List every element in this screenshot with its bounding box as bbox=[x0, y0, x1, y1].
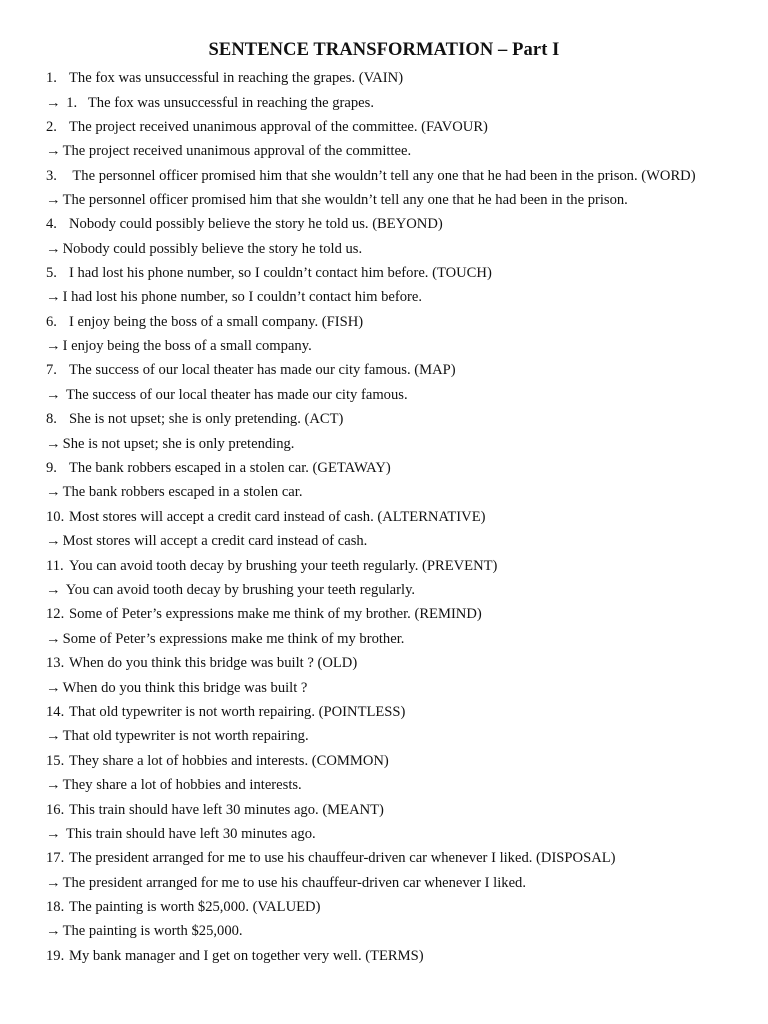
answer-text: The project received unanimous approval of the committee. bbox=[62, 143, 412, 160]
question-text: The personnel officer promised him that she wouldn’t tell any one that he had been in the prison. (WORD) bbox=[72, 167, 696, 184]
question-number: 10. bbox=[46, 508, 65, 525]
question-text: The project received unanimous approval of the committee. (FAVOUR) bbox=[69, 118, 488, 135]
question-text: She is not upset; she is only pretending. (ACT) bbox=[69, 411, 344, 428]
arrow-icon: → bbox=[46, 728, 61, 745]
question-text: Most stores will accept a credit card instead of cash. (ALTERNATIVE) bbox=[69, 508, 486, 525]
question-line bbox=[46, 407, 722, 431]
question-text: Some of Peter’s expressions make me think of my brother. (REMIND) bbox=[69, 606, 482, 623]
answer-line bbox=[46, 480, 722, 504]
arrow-icon: → bbox=[46, 484, 61, 501]
answer-line bbox=[46, 871, 722, 895]
question-line bbox=[46, 553, 722, 577]
question-number: 8. bbox=[46, 411, 57, 428]
question-line bbox=[46, 66, 722, 90]
answer-line bbox=[46, 675, 722, 699]
question-text: The fox was unsuccessful in reaching the grapes. (VAIN) bbox=[69, 70, 404, 87]
page-title: SENTENCE TRANSFORMATION – Part I bbox=[208, 40, 560, 60]
question-text: They share a lot of hobbies and interests. (COMMON) bbox=[69, 752, 389, 769]
answer-text: They share a lot of hobbies and interests. bbox=[62, 777, 302, 794]
question-number: 11. bbox=[46, 557, 64, 574]
answer-text: The president arranged for me to use his chauffeur-driven car whenever I liked. bbox=[62, 874, 526, 891]
arrow-icon: → bbox=[46, 777, 61, 794]
answer-line bbox=[46, 578, 722, 602]
answer-text: She is not upset; she is only pretending. bbox=[62, 435, 295, 452]
arrow-icon: → bbox=[46, 191, 61, 208]
question-number: 13. bbox=[46, 655, 65, 672]
arrow-icon: → bbox=[46, 240, 61, 257]
answer-line bbox=[46, 334, 722, 358]
arrow-icon: → bbox=[46, 874, 61, 891]
answer-line bbox=[46, 724, 722, 748]
question-line bbox=[46, 700, 722, 724]
question-line bbox=[46, 456, 722, 480]
question-number: 4. bbox=[46, 216, 57, 233]
answer-line bbox=[46, 773, 722, 797]
question-text: The president arranged for me to use his chauffeur-driven car whenever I liked. (DISPOSAL) bbox=[69, 850, 616, 867]
question-text: That old typewriter is not worth repairing. (POINTLESS) bbox=[69, 703, 406, 720]
arrow-icon: → bbox=[46, 582, 61, 598]
question-number: 14. bbox=[46, 703, 65, 720]
question-line bbox=[46, 944, 722, 968]
question-line bbox=[46, 846, 722, 870]
question-line bbox=[46, 749, 722, 773]
question-number: 16. bbox=[46, 801, 65, 818]
arrow-icon: → bbox=[46, 435, 61, 452]
answer-text: You can avoid tooth decay by brushing your teeth regularly. bbox=[62, 582, 416, 598]
question-line bbox=[46, 797, 722, 821]
question-number: 1. bbox=[46, 70, 57, 87]
arrow-icon: → bbox=[46, 825, 61, 842]
answer-text: Nobody could possibly believe the story he told us. bbox=[62, 240, 363, 257]
question-line bbox=[46, 602, 722, 626]
question-line bbox=[46, 651, 722, 675]
answer-line bbox=[46, 529, 722, 553]
arrow-icon: → bbox=[46, 630, 61, 647]
question-number: 6. bbox=[46, 313, 57, 330]
arrow-icon: → bbox=[46, 386, 61, 403]
answer-text: The success of our local theater has made our city famous. bbox=[62, 386, 408, 403]
question-line bbox=[46, 212, 722, 236]
question-text: I had lost his phone number, so I couldn’t contact him before. (TOUCH) bbox=[69, 264, 492, 281]
arrow-icon: → bbox=[46, 338, 61, 355]
question-text: I enjoy being the boss of a small company. (FISH) bbox=[69, 313, 364, 330]
answer-line bbox=[46, 285, 722, 309]
question-number: 12. bbox=[46, 606, 65, 623]
question-text: You can avoid tooth decay by brushing your teeth regularly. (PREVENT) bbox=[69, 557, 498, 574]
answer-line bbox=[46, 627, 722, 651]
question-text: The bank robbers escaped in a stolen car. (GETAWAY) bbox=[69, 460, 391, 477]
answer-line bbox=[46, 236, 722, 260]
arrow-icon: → bbox=[46, 679, 61, 696]
answer-text: That old typewriter is not worth repairing. bbox=[62, 728, 309, 745]
answer-line bbox=[46, 919, 722, 943]
answer-text: Some of Peter’s expressions make me think of my brother. bbox=[62, 630, 405, 647]
arrow-icon: → bbox=[46, 289, 61, 306]
question-line bbox=[46, 358, 722, 382]
answer-text: The bank robbers escaped in a stolen car. bbox=[62, 484, 303, 501]
arrow-icon: → bbox=[46, 143, 61, 160]
exercise-list bbox=[46, 66, 722, 968]
question-text: This train should have left 30 minutes ago. (MEANT) bbox=[69, 801, 384, 818]
question-number: 19. bbox=[46, 947, 65, 964]
question-number: 3. bbox=[46, 167, 57, 184]
question-text: My bank manager and I get on together very well. (TERMS) bbox=[69, 947, 424, 964]
question-text: Nobody could possibly believe the story he told us. (BEYOND) bbox=[69, 216, 443, 233]
answer-line bbox=[46, 188, 722, 212]
answer-text: This train should have left 30 minutes ago. bbox=[62, 825, 316, 842]
question-number: 17. bbox=[46, 850, 65, 867]
question-text: When do you think this bridge was built ? (OLD) bbox=[69, 655, 358, 672]
question-number: 5. bbox=[46, 264, 57, 281]
question-number: 9. bbox=[46, 460, 57, 477]
answer-text: Most stores will accept a credit card instead of cash. bbox=[62, 533, 368, 550]
question-line bbox=[46, 261, 722, 285]
answer-line bbox=[46, 431, 722, 455]
arrow-icon: → bbox=[46, 923, 61, 940]
question-number: 2. bbox=[46, 118, 57, 135]
answer-line bbox=[46, 383, 722, 407]
answer-text: The painting is worth $25,000. bbox=[62, 923, 243, 940]
answer-text: When do you think this bridge was built ? bbox=[62, 679, 308, 696]
answer-line bbox=[46, 822, 722, 846]
question-line bbox=[46, 505, 722, 529]
question-line bbox=[46, 164, 722, 188]
answer-text: I had lost his phone number, so I couldn’t contact him before. bbox=[62, 289, 423, 306]
answer-line bbox=[46, 139, 722, 163]
question-line bbox=[46, 310, 722, 334]
answer-text: The personnel officer promised him that she wouldn’t tell any one that he had been in the prison. bbox=[62, 191, 628, 208]
question-number: 15. bbox=[46, 752, 65, 769]
answer-line bbox=[46, 90, 722, 114]
question-number: 7. bbox=[46, 362, 57, 379]
answer-text: 1. The fox was unsuccessful in reaching the grapes. bbox=[62, 94, 374, 111]
question-line bbox=[46, 115, 722, 139]
question-text: The success of our local theater has made our city famous. (MAP) bbox=[69, 362, 456, 379]
arrow-icon: → bbox=[46, 94, 61, 111]
question-line bbox=[46, 895, 722, 919]
question-number: 18. bbox=[46, 899, 65, 916]
question-text: The painting is worth $25,000. (VALUED) bbox=[69, 899, 321, 916]
answer-text: I enjoy being the boss of a small company. bbox=[62, 338, 312, 355]
arrow-icon: → bbox=[46, 533, 61, 550]
